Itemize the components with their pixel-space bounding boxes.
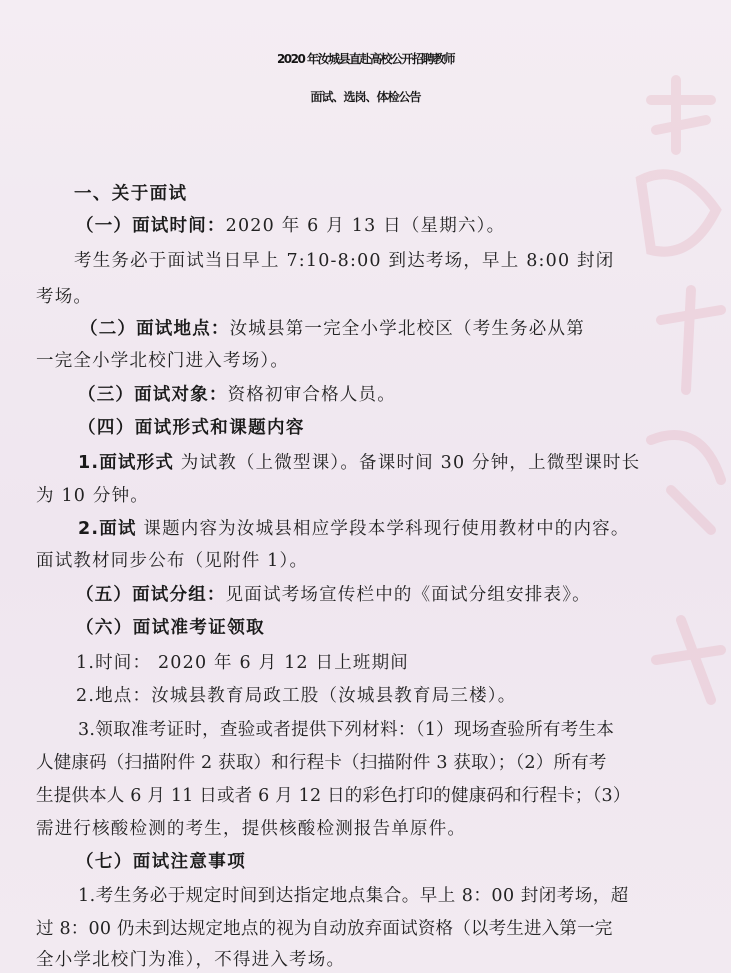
ticket-place: 2.地点：汝城县教育局政工股（汝城县教育局三楼）。 [76, 686, 517, 706]
interview-place [80, 315, 585, 340]
interview-form-line-1: 为试教（上微型课）。备课时间 30 分钟，上微型课时长 [174, 453, 641, 473]
document-title-line-2: 面试、选岗、体检公告 [310, 90, 421, 104]
interview-place-line-1: 汝城县第一完全小学北校区（考生务必从第 [229, 319, 585, 339]
ticket-materials-line-2: 人健康码（扫描附件 2 获取）和行程卡（扫描附件 3 获取）；（2）所有考 [36, 753, 607, 773]
interview-target [78, 381, 396, 406]
interview-time-detail-line-2: 考场。 [36, 287, 93, 307]
notes-heading: （七）面试注意事项 [76, 852, 247, 872]
interview-group-text: 见面试考场宣传栏中的《面试分组安排表》。 [225, 585, 591, 605]
interview-time-label: （一）面试时间： [76, 216, 226, 236]
interview-content-line-2: 面试教材同步公布（见附件 1）。 [36, 551, 309, 571]
notes-line-2: 过 8：00 仍未到达规定地点的视为自动放弃面试资格（以考生进入第一完 [36, 919, 613, 939]
interview-place-line-2: 一完全小学北校门进入考场）。 [36, 351, 290, 371]
interview-time-text: 2020 年 6 月 13 日（星期六）。 [225, 216, 506, 236]
interview-content [78, 515, 630, 540]
ticket-materials-line-3: 生提供本人 6 月 11 日或者 6 月 12 日的彩色打印的健康码和行程卡；（3） [36, 786, 631, 806]
interview-content-label: 2.面试 [78, 519, 137, 539]
ticket-time: 1.时间： 2020 年 6 月 12 日上班期间 [76, 653, 410, 673]
interview-form-label: 1.面试形式 [78, 453, 175, 473]
interview-form [78, 449, 640, 474]
document-title-line-1: 2020 年汝城县直赴高校公开招聘教师 [276, 52, 455, 66]
ticket-materials-line-4: 需进行核酸检测的考生，提供核酸检测报告单原件。 [36, 819, 467, 839]
interview-place-label: （二）面试地点： [80, 319, 230, 339]
interview-time-detail-line-1: 考生务必于面试当日早上 7:10-8:00 到达考场，早上 8:00 封闭 [74, 251, 615, 271]
interview-time [76, 212, 505, 237]
interview-target-label: （三）面试对象： [78, 385, 228, 405]
notes-line-3: 全小学北校门为准），不得进入考场。 [36, 950, 346, 970]
ticket-materials-line-1: 3.领取准考证时，查验或者提供下列材料：（1）现场查验所有考生本 [78, 720, 615, 740]
notes-line-1: 1.考生务必于规定时间到达指定地点集合。早上 8：00 封闭考场，超 [78, 886, 629, 906]
interview-target-text: 资格初审合格人员。 [227, 385, 396, 405]
interview-content-line-1: 课题内容为汝城县相应学段本学科现行使用教材中的内容。 [136, 519, 630, 539]
seal-watermark [581, 60, 731, 760]
interview-form-line-2: 为 10 分钟。 [36, 486, 149, 506]
section-heading-interview: 一、关于面试 [74, 184, 188, 204]
ticket-heading: （六）面试准考证领取 [76, 618, 265, 638]
interview-group [76, 581, 591, 606]
interview-form-heading: （四）面试形式和课题内容 [78, 418, 305, 438]
interview-group-label: （五）面试分组： [76, 585, 226, 605]
